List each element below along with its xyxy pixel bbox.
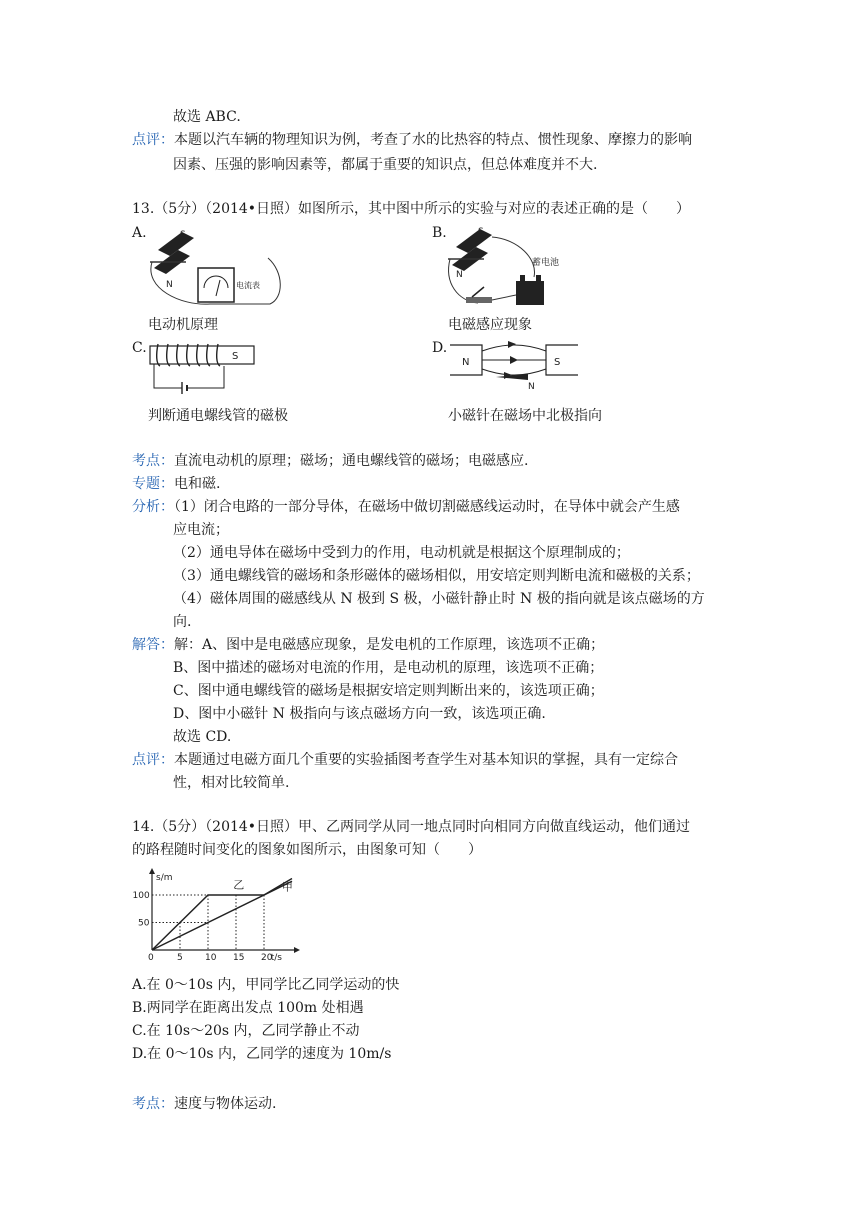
switch-to-battery-wire (492, 295, 516, 300)
kaodian-label: 考点： (132, 453, 174, 469)
fenxi-label: 分析： (132, 499, 174, 515)
x-tick-label: 15 (233, 953, 245, 963)
comment-12 (132, 130, 692, 150)
jieda-text-3: C、图中通电螺线管的磁场是根据安培定则判断出来的，该选项正确； (173, 683, 604, 699)
choose-abc: 故选 ABC. (173, 109, 241, 125)
dianping-text-2: 性，相对比较简单. (173, 775, 290, 791)
q14-option-c: C.在 10s～20s 内，乙同学静止不动 (132, 1023, 360, 1039)
kaodian-text: 直流电动机的原理；磁场；通电螺线管的磁场；电磁感应. (174, 453, 529, 469)
jieda-text-5: 故选 CD. (173, 729, 232, 745)
q14-kaodian (132, 1094, 276, 1114)
battery-box (516, 281, 544, 305)
q14-option-d: D.在 0～10s 内，乙同学的速度为 10m/s (132, 1046, 392, 1062)
kaodian-text: 速度与物体运动. (174, 1096, 277, 1112)
arrow-top (508, 341, 516, 348)
q14-option-b: B.两同学在距离出发点 100m 处相遇 (132, 1000, 364, 1016)
switch-base (466, 297, 492, 303)
circuit-wire-right (492, 237, 535, 277)
option-b-label: B. (432, 225, 447, 241)
small-needle-n-label: N (528, 382, 535, 392)
field-line-top (482, 345, 546, 351)
magnet-n-label: N (166, 280, 173, 290)
y-tick-label: 50 (138, 918, 150, 929)
circuit-wire-left (154, 364, 182, 388)
magnet-s-label: S (554, 357, 561, 368)
ammeter-box (198, 268, 234, 302)
x-tick-label: 0 (148, 953, 154, 963)
option-a-label: A. (132, 225, 147, 241)
switch-lever (472, 287, 484, 297)
y-tick-label: 100 (132, 891, 150, 901)
magnet-s-label: S (478, 227, 484, 237)
option-d-label: D. (432, 340, 448, 356)
dianping-text-1: 本题通过电磁方面几个重要的实验插图考查学生对基本知识的掌握，具有一定综合 (174, 752, 678, 768)
jieda-label: 解答： (132, 637, 174, 653)
solenoid-core (150, 346, 254, 364)
fenxi-text-1b: 应电流； (173, 522, 229, 538)
zhuanti-label: 专题： (132, 476, 174, 492)
y-axis-arrow (149, 868, 155, 874)
magnet-s-label: S (180, 230, 186, 240)
jieda-text-4: D、图中小磁针 N 极指向与该点磁场方向一致，该选项正确. (173, 706, 546, 722)
figure-a-generator (150, 228, 290, 308)
zhuanti-text: 电和磁. (174, 476, 221, 492)
x-axis-arrow (294, 947, 300, 953)
fenxi-text-4b: 向. (173, 614, 192, 630)
q13-zhuanti (132, 474, 220, 494)
figure-c-solenoid (146, 342, 258, 397)
fenxi-text-4: （4）磁体周围的磁感线从 N 极到 S 极，小磁针静止时 N 极的指向就是该点磁场的方 (173, 591, 705, 607)
distance-time-chart (128, 868, 293, 970)
series-label: 甲 (281, 880, 293, 894)
option-b-caption: 电磁感应现象 (448, 317, 532, 333)
comment-text-2: 因素、压强的影响因素等，都属于重要的知识点，但总体难度并不大. (173, 157, 598, 173)
battery-terminal-right (536, 275, 541, 281)
magnet-n-label: N (462, 357, 470, 368)
series-label: 乙 (233, 878, 245, 892)
magnet-s-block (546, 345, 578, 375)
jieda-text-2: B、图中描述的磁场对电流的作用，是电动机的原理，该选项不正确； (173, 660, 604, 676)
q13-jieda (132, 635, 604, 655)
q14-stem-1: 14.（5分）（2014•日照）甲、乙两同学从同一地点同时向相同方向做直线运动，他们通过 (132, 819, 691, 835)
fenxi-text-1: （1）闭合电路的一部分导体，在磁场中做切割磁感线运动时，在导体中就会产生感 (174, 499, 680, 515)
jieda-text-1: 解：A、图中是电磁感应现象，是发电机的工作原理，该选项不正确； (174, 637, 605, 653)
battery-label: 蓄电池 (532, 258, 560, 268)
q14-option-a: A.在 0～10s 内，甲同学比乙同学运动的快 (132, 977, 400, 993)
option-a-caption: 电动机原理 (148, 317, 218, 333)
chart-series (152, 879, 292, 951)
q13-dianping (132, 750, 678, 770)
figure-b-motor (448, 225, 598, 310)
q13-fenxi (132, 497, 680, 517)
ammeter-label: 电流表 (236, 281, 260, 290)
circuit-wire-right (187, 366, 224, 388)
y-axis-label: s/m (156, 873, 173, 883)
comment-label: 点评： (132, 132, 174, 148)
x-tick-label: 5 (177, 953, 183, 963)
solenoid-s-label: S (232, 351, 239, 362)
option-c-caption: 判断通电螺线管的磁极 (148, 408, 288, 424)
magnet-n-label: N (456, 270, 463, 280)
q13-stem: 13.（5分）（2014•日照）如图所示，其中图中所示的实验与对应的表述正确的是（ ） (132, 201, 691, 217)
option-c-label: C. (132, 340, 147, 356)
option-d-caption: 小磁针在磁场中北极指向 (448, 408, 602, 424)
arrow-middle (510, 356, 518, 364)
comment-text-1: 本题以汽车辆的物理知识为例，考查了水的比热容的特点、惯性现象、摩擦力的影响 (174, 132, 692, 148)
fenxi-text-2: （2）通电导体在磁场中受到力的作用，电动机就是根据这个原理制成的； (173, 545, 630, 561)
q13-kaodian (132, 451, 528, 471)
x-axis-label: t/s (270, 953, 282, 963)
q14-stem-2: 的路程随时间变化的图象如图所示，由图象可知（ ） (132, 842, 482, 858)
field-line-bottom (482, 369, 546, 375)
x-tick-label: 20 (261, 953, 273, 963)
x-tick-label: 10 (205, 953, 217, 963)
kaodian-label: 考点： (132, 1096, 174, 1112)
dianping-label: 点评： (132, 752, 174, 768)
figure-d-field-lines (450, 343, 578, 391)
battery-terminal-left (520, 275, 525, 281)
fenxi-text-3: （3）通电螺线管的磁场和条形磁体的磁场相似，用安培定则判断电流和磁极的关系； (173, 568, 700, 584)
